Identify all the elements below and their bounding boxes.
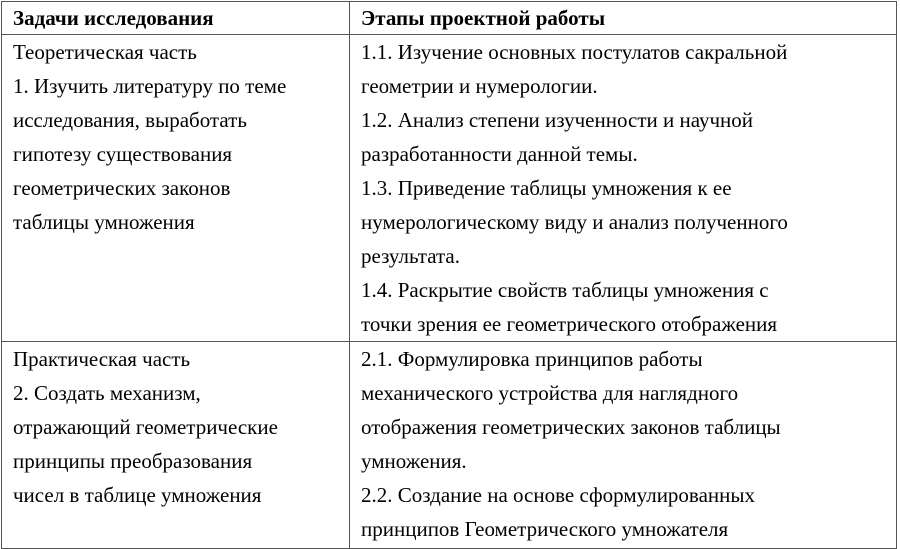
table-row [2,35,897,342]
header-tasks: Задачи исследования [2,2,350,35]
text-line: чисел в таблице умножения [13,483,262,507]
table-row [2,342,897,549]
text-line: отображения геометрических законов таблицы [361,415,781,439]
stages-cell [350,35,897,342]
text-line: гипотезу существования [13,142,233,166]
text-line: 1.1. Изучение основных постулатов сакральной [361,40,788,64]
text-line: умножения. [361,449,467,473]
text-line: исследования, выработать [13,108,247,132]
header-stages: Этапы проектной работы [350,2,897,35]
text-line: 1.4. Раскрытие свойств таблицы умножения с [361,278,769,302]
stages-cell [350,342,897,549]
tasks-cell [2,35,350,342]
text-line: отражающий геометрические [13,415,278,439]
text-line: нумерологическому виду и анализ полученного [361,210,788,234]
text-line: 1.3. Приведение таблицы умножения к ее [361,176,732,200]
header-row [2,2,897,35]
text-line: принципы преобразования [13,449,253,473]
text-line: 2.2. Создание на основе сформулированных [361,483,755,507]
text-line: разработанности данной темы. [361,142,638,166]
text-line: Теоретическая часть [13,40,197,64]
text-line: таблицы умножения [13,210,195,234]
text-line: геометрических законов [13,176,231,200]
text-line: Практическая часть [13,347,191,371]
text-line: механического устройства для наглядного [361,381,739,405]
text-line: 1.2. Анализ степени изученности и научной [361,108,754,132]
tasks-cell [2,342,350,549]
text-line: точки зрения ее геометрического отображения [361,312,778,336]
text-line: 1. Изучить литературу по теме [13,74,287,98]
text-line: результата. [361,244,460,268]
research-table [1,1,897,549]
text-line: геометрии и нумерологии. [361,74,598,98]
text-line: 2. Создать механизм, [13,381,201,405]
text-line: принципов Геометрического умножателя [361,517,729,541]
text-line: 2.1. Формулировка принципов работы [361,347,703,371]
